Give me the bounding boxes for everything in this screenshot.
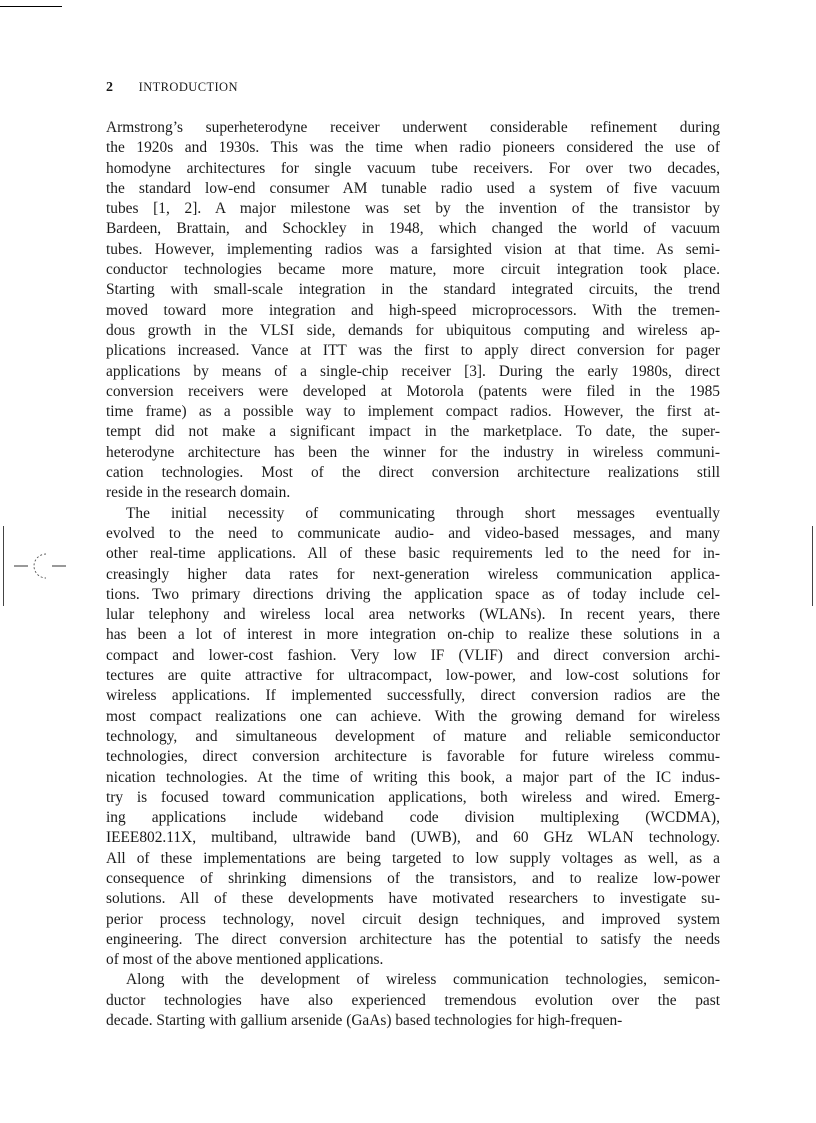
text-line: tectures are quite attractive for ultracompact, low-power, and low-cost solutions for (106, 667, 720, 685)
text-line: technologies, direct conversion architecture is favorable for future wireless commu- (106, 748, 720, 766)
text-line: evolved to the need to communicate audio- and video-based messages, and many (106, 524, 720, 542)
text-line: engineering. The direct conversion architecture has the potential to satisfy the needs (106, 930, 720, 948)
text-line: IEEE802.11X, multiband, ultrawide band (UWB), and 60 GHz WLAN technology. (106, 829, 720, 847)
text-line: Starting with small-scale integration in the standard integrated circuits, the trend (106, 281, 720, 299)
paragraph (106, 118, 720, 504)
text-line: All of these implementations are being targeted to low supply voltages as well, as a (106, 849, 720, 867)
text-line: applications by means of a single-chip receiver [3]. During the early 1980s, direct (106, 362, 720, 380)
text-line: perior process technology, novel circuit design techniques, and improved system (106, 910, 720, 928)
text-line: the 1920s and 1930s. This was the time when radio pioneers considered the use of (106, 139, 720, 157)
text-line: Bardeen, Brattain, and Schockley in 1948, which changed the world of vacuum (106, 220, 720, 238)
text-line: cation technologies. Most of the direct conversion architecture realizations still (106, 464, 720, 482)
text-line: plications increased. Vance at ITT was the first to apply direct conversion for pager (106, 342, 720, 360)
text-line: compact and lower-cost fashion. Very low IF (VLIF) and direct conversion archi- (106, 646, 720, 664)
text-line: tubes [1, 2]. A major milestone was set by the invention of the transistor by (106, 200, 720, 218)
text-line: solutions. All of these developments have motivated researchers to investigate su- (106, 890, 720, 908)
paragraph (106, 504, 720, 971)
text-line: conversion receivers were developed at Motorola (patents were filed in the 1985 (106, 382, 720, 400)
running-head (106, 79, 238, 96)
text-line: consequence of shrinking dimensions of the transistors, and to realize low-power (106, 869, 720, 887)
crop-mark-top (0, 6, 62, 7)
text-line: decade. Starting with gallium arsenide (GaAs) based technologies for high-frequen- (106, 1012, 623, 1030)
paragraph (106, 970, 720, 1031)
text-line: technology, and simultaneous development of mature and reliable semiconductor (106, 727, 720, 745)
body-text (106, 118, 720, 1031)
text-line: Armstrong’s superheterodyne receiver underwent considerable refinement during (106, 119, 720, 136)
text-line: moved toward more integration and high-speed microprocessors. With the tremen- (106, 301, 720, 319)
text-line: ing applications include wideband code division multiplexing (WCDMA), (106, 809, 720, 827)
text-line: homodyne architectures for single vacuum tube receivers. For over two decades, (106, 159, 720, 177)
text-line: has been a lot of interest in more integration on-chip to realize these solutions in a (106, 626, 720, 644)
text-line: tempt did not make a significant impact in the marketplace. To date, the super- (106, 423, 720, 441)
text-line: of most of the above mentioned applications. (106, 951, 384, 969)
text-line: the standard low-end consumer AM tunable radio used a system of five vacuum (106, 179, 720, 197)
text-line: creasingly higher data rates for next-generation wireless communication applica- (106, 565, 720, 583)
text-line: reside in the research domain. (106, 484, 291, 502)
text-line: wireless applications. If implemented successfully, direct conversion radios are the (106, 687, 720, 705)
registration-mark-icon (14, 548, 66, 584)
text-line: conductor technologies became more mature, more circuit integration took place. (106, 261, 720, 279)
text-line: lular telephony and wireless local area networks (WLANs). In recent years, there (106, 606, 720, 624)
text-line: try is focused toward communication applications, both wireless and wired. Emerg- (106, 788, 720, 806)
text-line: Along with the development of wireless communication technologies, semicon- (126, 971, 720, 989)
text-line: dous growth in the VLSI side, demands for ubiquitous computing and wireless ap- (106, 321, 720, 339)
text-line: heterodyne architecture has been the winner for the industry in wireless communi- (106, 443, 720, 461)
text-line: tubes. However, implementing radios was a farsighted vision at that time. As semi- (106, 240, 720, 258)
text-line: tions. Two primary directions driving the application space as of today include cel- (106, 585, 720, 603)
binding-mark-left (3, 526, 4, 606)
text-line: nication technologies. At the time of writing this book, a major part of the IC indus- (106, 768, 720, 786)
binding-mark-right (812, 526, 813, 606)
text-line: most compact realizations one can achieve. With the growing demand for wireless (106, 707, 720, 725)
text-line: time frame) as a possible way to implement compact radios. However, the first at- (106, 403, 720, 421)
text-line: The initial necessity of communicating through short messages eventually (126, 504, 720, 522)
text-line: other real-time applications. All of these basic requirements led to the need for in- (106, 545, 720, 563)
page-number: 2 (106, 80, 114, 95)
section-title: INTRODUCTION (138, 80, 238, 94)
text-line: ductor technologies have also experienced tremendous evolution over the past (106, 991, 720, 1009)
